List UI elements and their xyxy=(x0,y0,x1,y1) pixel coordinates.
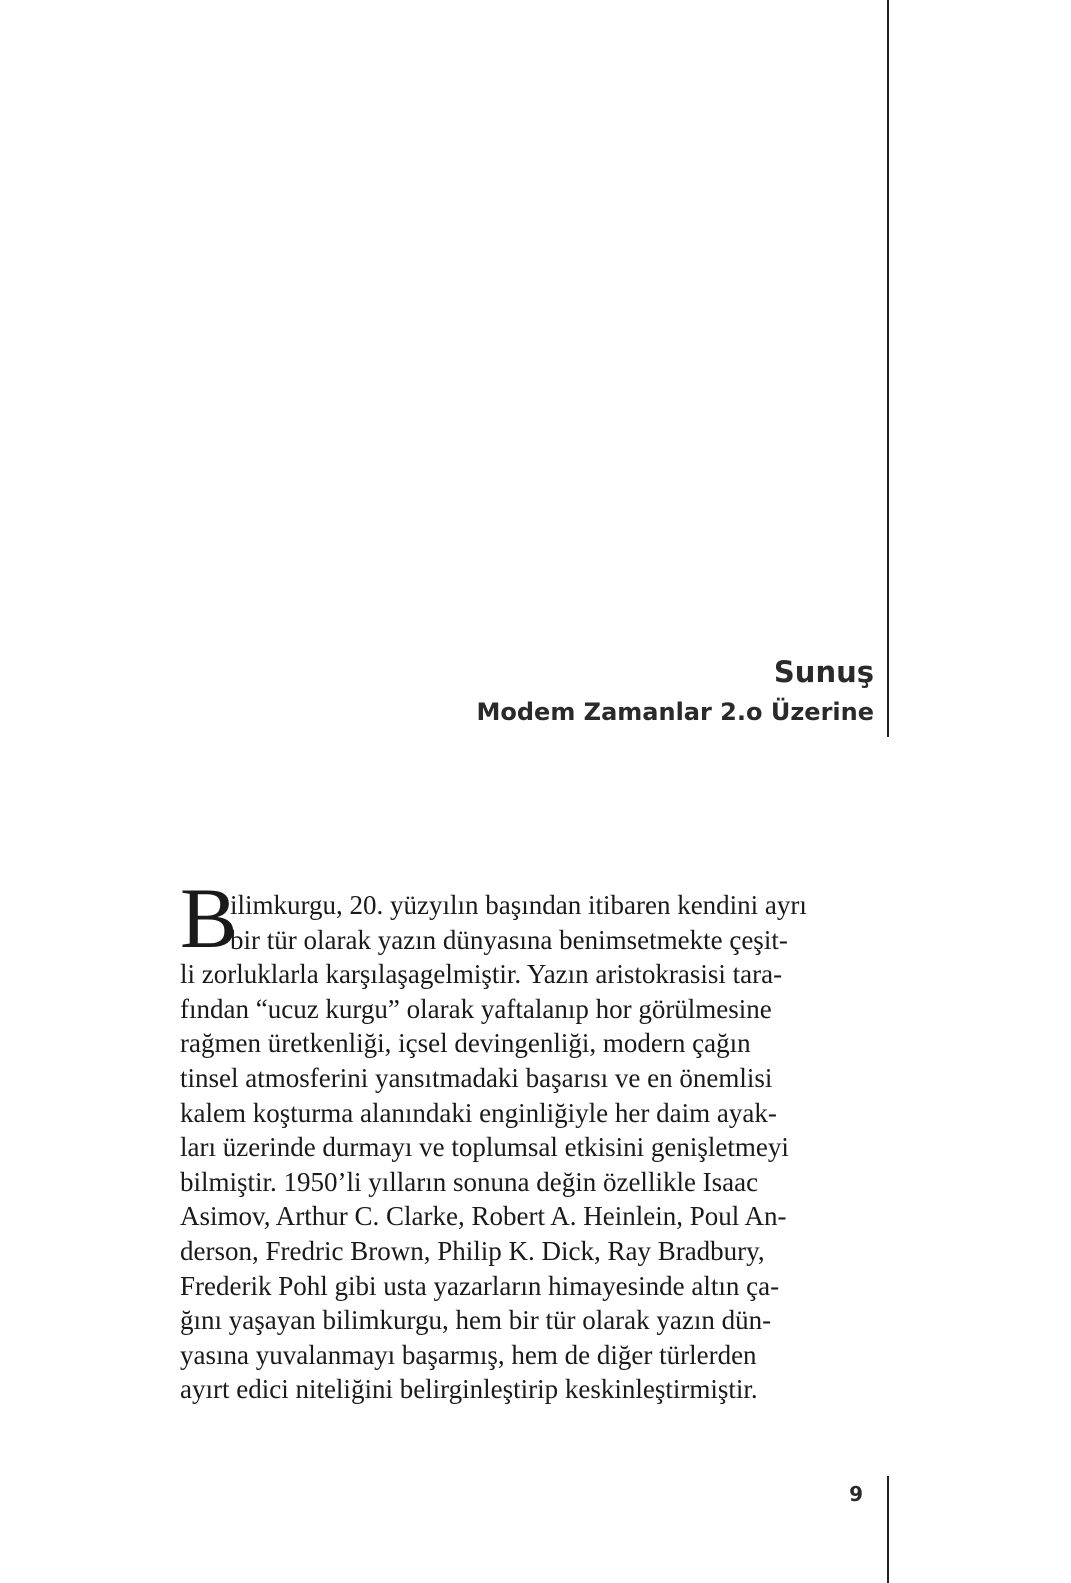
text-line: fından “ucuz kurgu” olarak yaftalanıp hor görülmesine xyxy=(180,993,772,1024)
text-line: ilimkurgu, 20. yüzyılın başından itibaren kendini ayrı xyxy=(230,890,807,920)
text-line: bilmiştir. 1950’li yılların sonuna değin özellikle Isaac xyxy=(180,1166,759,1197)
text-line: tinsel atmosferini yansıtmadaki başarısı ve en önemlisi xyxy=(180,1062,773,1093)
text-line: ğını yaşayan bilimkurgu, hem bir tür olarak yazın dün- xyxy=(180,1305,772,1336)
text-line: yasına yuvalanmayı başarmış, hem de diğer türlerden xyxy=(180,1339,757,1370)
text-line: li zorluklarla karşılaşagelmiştir. Yazın aristokrasisi tara- xyxy=(180,959,783,990)
chapter-title: Sunuş xyxy=(773,655,874,689)
margin-rule-top xyxy=(887,0,889,737)
drop-cap: B xyxy=(180,870,238,966)
text-line: bir tür olarak yazın dünyasına benimsetmekte çeşit- xyxy=(230,924,788,955)
text-line: kalem koşturma alanındaki enginliğiyle her daim ayak- xyxy=(180,1097,777,1128)
text-line: Frederik Pohl gibi usta yazarların himayesinde altın ça- xyxy=(180,1270,780,1301)
page-number: 9 xyxy=(849,1482,863,1506)
chapter-subtitle: Modem Zamanlar 2.o Üzerine xyxy=(476,698,874,726)
text-line: rağmen üretkenliği, içsel devingenliği, modern çağın xyxy=(180,1028,751,1059)
chapter-heading xyxy=(476,654,874,728)
text-line: derson, Fredric Brown, Philip K. Dick, Ray Bradbury, xyxy=(180,1235,765,1266)
text-line: ları üzerinde durmayı ve toplumsal etkisini genişletmeyi xyxy=(180,1132,789,1163)
text-line: Asimov, Arthur C. Clarke, Robert A. Heinlein, Poul An- xyxy=(180,1201,787,1232)
text-line: ayırt edici niteliğini belirginleştirip keskinleştirmiştir. xyxy=(180,1374,758,1405)
body-paragraph xyxy=(180,888,890,1407)
margin-rule-bottom xyxy=(887,1476,889,1583)
